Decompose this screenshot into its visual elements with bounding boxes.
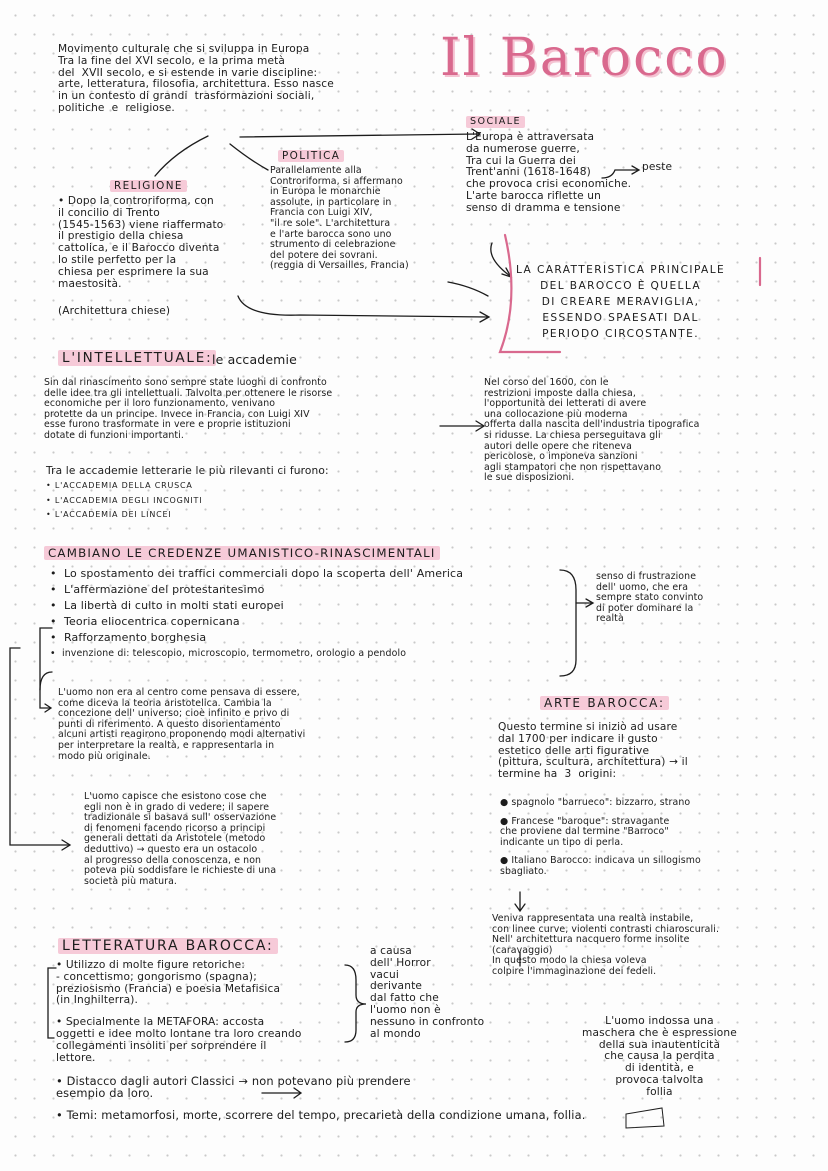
- sociale-peste: peste: [642, 161, 673, 173]
- arrow-religione-caratteristica: [238, 296, 488, 317]
- arte-maschera: L'uomo indossa una maschera che è espressione della sua inautenticità che causa la perdita di identità, e provoca talvolta follia: [582, 1015, 737, 1098]
- arrow-to-religione: [155, 136, 208, 176]
- origine-item: ● Italiano Barocco: indicava un sillogismo sbagliato.: [500, 855, 701, 877]
- credenze-list: [50, 566, 463, 662]
- brace-credenze: [560, 570, 576, 676]
- letteratura-heading: LETTERATURA BAROCCA:: [58, 938, 278, 954]
- letteratura-item: • Utilizzo di molte figure retoriche: - concettismo; gongorismo (spagna); preziosismo (Francia) e poesia Metafisica (in Inghilterra).: [56, 959, 281, 1007]
- caratteristica-box: LA CARATTERISTICA PRINCIPALE DEL BAROCCO È QUELLA DI CREARE MERAVIGLIA, ESSENDO SPAESATI DAL PERIODO CIRCOSTANTE.: [516, 264, 726, 340]
- sociale-heading: SOCIALE: [466, 116, 525, 128]
- uomo-paragraph-2: L'uomo capisce che esistono cose che egli non è in grado di vedere; il sapere tradizionale si basava sull' osservazione di fenomeni facendo ricorso a principi generali dettati da Aristotele (metodo deduttivo) → questo era un ostacolo al progresso della conoscenza, e non poteva più soddisfare le richieste di una società più matura.: [84, 791, 277, 887]
- arte-realta: Veniva rappresentata una realtà instabile, con linee curve, violenti contrasti chiaroscurali. Nell' architettura nacquero forme insolite (caravaggio) In questo modo la chiesa voleva colpire l'immaginazione dei fedeli.: [492, 913, 720, 977]
- uomo-paragraph-1: L'uomo non era al centro come pensava di essere, come diceva la teoria aristotelica. Cambia la concezione dell' universo; cioè infinito e privo di punti di riferimento. A questo disorientamento alcuni artisti reagirono proponendo modi alternativi per interpretare la realtà, e rappresentarla in modo più originale.: [58, 687, 306, 762]
- letteratura-list: [56, 960, 585, 1122]
- arrow-to-politica: [230, 144, 268, 170]
- accademia-item: • L'ACCADEMIA DEGLI INCOGNITI: [46, 495, 203, 505]
- credenze-item: • invenzione di: telescopio, microscopio, termometro, orologio a pendolo: [50, 648, 407, 659]
- intellettuale-heading: L'INTELLETTUALE:: [58, 350, 216, 366]
- intellettuale-subheading: le accademie: [212, 352, 297, 367]
- religione-heading: RELIGIONE: [110, 180, 187, 192]
- page-title: Il Barocco: [440, 28, 729, 88]
- arrow-sociale-caratteristica: [491, 243, 510, 276]
- accademia-item: • L'ACCADEMIA DELLA CRUSCA: [46, 481, 193, 490]
- horror-vacui-note: a causa dell' Horror vacui derivante dal fatto che l'uomo non è nessuno in confronto al mondo: [370, 945, 485, 1040]
- credenze-item: • Rafforzamento borghesia: [50, 631, 207, 644]
- origine-item: ● Francese "baroque": stravagante che proviene dal termine "Barroco" indicante un tipo di perla.: [500, 815, 670, 848]
- letteratura-item: • Distacco dagli autori Classici → non potevano più prendere esempio da loro.: [56, 1074, 411, 1101]
- accademie-list: [46, 481, 202, 521]
- sociale-body: L'Europa è attraversata da numerose guerre, Tra cui la Guerra dei Trent'anni (1618-1648) che provoca crisi economiche. L'arte barocca riflette un senso di dramma e tensione: [466, 131, 632, 214]
- intro-paragraph: Movimento culturale che si sviluppa in Europa Tra la fine del XVI secolo, e la prima metà del XVII secolo, e si estende in varie discipline: arte, letteratura, filosofia, architettura. Esso nasce in un contesto di grandi trasformazioni sociali, politiche e religiose.: [58, 43, 334, 114]
- credenze-heading: CAMBIANO LE CREDENZE UMANISTICO-RINASCIMENTALI: [44, 546, 440, 560]
- accademie-intro: Tra le accademie letterarie le più rilevanti ci furono:: [46, 465, 329, 477]
- letteratura-item: • Temi: metamorfosi, morte, scorrere del tempo, precarietà della condizione umana, follia.: [56, 1107, 586, 1122]
- credenze-item: • Teoria eliocentrica copernicana: [50, 615, 240, 628]
- credenze-item: • La libertà di culto in molti stati europei: [50, 599, 284, 612]
- arrow-to-sociale: [240, 134, 478, 137]
- intellettuale-right: Nel corso del 1600, con le restrizioni imposte dalla chiesa, l'opportunità dei letterati di avere una collocazione più moderna offerta dalla nascita dell'industria tipografica si ridusse. La chiesa perseguitava gli autori delle opere che riteneva pericolose, o imponeva sanzioni agli stampatori che non rispettavano le sue disposizioni.: [484, 377, 700, 484]
- letteratura-item: • Specialmente la METAFORA: accosta oggetti e idee molto lontane tra loro creando collegamenti insoliti per sorprendere il lettore.: [56, 1016, 302, 1064]
- credenze-item: • L'affermazione del protestantesimo: [50, 583, 265, 596]
- origini-list: [500, 798, 701, 878]
- arte-heading: ARTE BAROCCA:: [540, 696, 669, 710]
- religione-note: (Architettura chiese): [58, 305, 171, 317]
- intellettuale-body: Sin dal rinascimento sono sempre state luoghi di confronto delle idee tra gli intellettuali. Talvolta per ottenere le risorse economiche per il loro funzionamento, venivano protette da un principe. Invece in Francia, con Luigi XIV esse furono trasformate in vere e proprie istituzioni dotate di funzioni importanti.: [44, 377, 333, 441]
- accademia-item: • L'ACCADEMIA DEI LINCEI: [46, 510, 172, 520]
- frustrazione-note: senso di frustrazione dell' uomo, che era sempre stato convinto di poter dominare la realtà: [596, 571, 704, 625]
- politica-body: Parallelamente alla Controriforma, si affermano in Europa le monarchie assolute, in particolare in Francia con Luigi XIV, "il re sole". L'architettura e l'arte barocca sono uno strumento di celebrazione del potere dei sovrani. (reggia di Versailles, Francia): [270, 165, 409, 272]
- arrow-politica-caratteristica: [448, 282, 488, 296]
- religione-body: • Dopo la controriforma, con il concilio di Trento (1545-1563) viene riaffermato il prestigio della chiesa cattolica, e il Barocco diventa lo stile perfetto per la chiesa per esprimere la sua maestosità.: [58, 195, 224, 290]
- credenze-item: • Lo spostamento dei traffici commerciali dopo la scoperta dell' America: [50, 567, 464, 580]
- arte-intro: Questo termine si iniziò ad usare dal 1700 per indicare il gusto estetico delle arti figurative (pittura, scultura, architettura) → il termine ha 3 origini:: [498, 721, 688, 781]
- origine-item: ● spagnolo "barrueco": bizzarro, strano: [500, 797, 691, 808]
- politica-heading: POLITICA: [278, 150, 344, 162]
